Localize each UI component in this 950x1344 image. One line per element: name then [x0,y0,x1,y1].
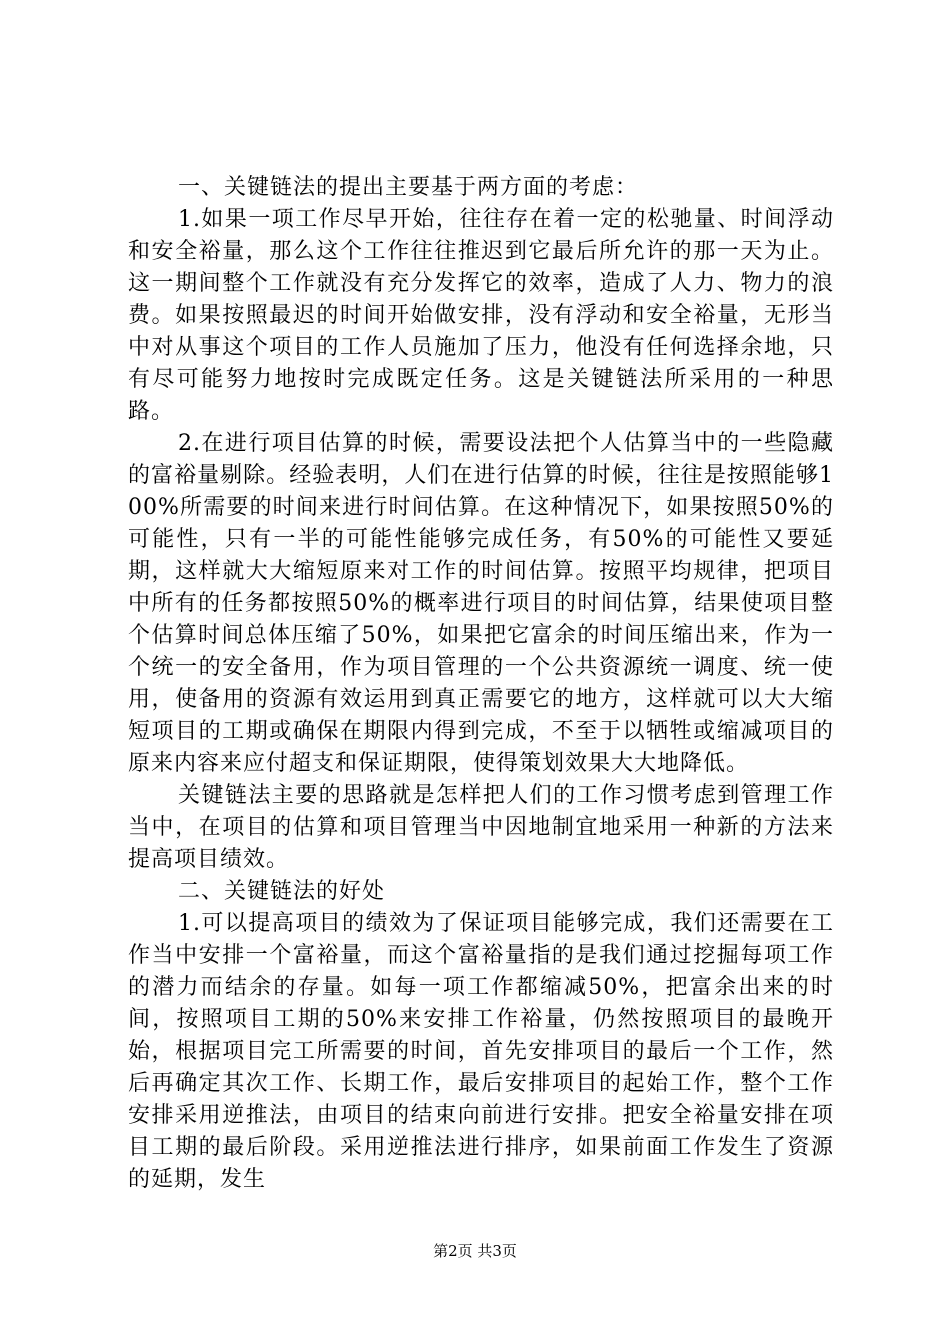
document-body [128,172,834,1196]
paragraph: 关键链法主要的思路就是怎样把人们的工作习惯考虑到管理工作当中，在项目的估算和项目管理当中因地制宜地采用一种新的方法来提高项目绩效。 [128,783,834,872]
paragraph: 1.如果一项工作尽早开始，往往存在着一定的松驰量、时间浮动和安全裕量，那么这个工作往往推迟到它最后所允许的那一天为止。这一期间整个工作就没有充分发挥它的效率，造成了人力、物力的浪费。如果按照最迟的时间开始做安排，没有浮动和安全裕量，无形当中对从事这个项目的工作人员施加了压力，他没有任何选择余地，只有尽可能努力地按时完成既定任务。这是关键链法所采用的一种思路。 [128,207,834,424]
paragraph: 1.可以提高项目的绩效为了保证项目能够完成，我们还需要在工作当中安排一个富裕量，而这个富裕量指的是我们通过挖掘每项工作的潜力而结余的存量。如每一项工作都缩减50%，把富余出来的时间，按照项目工期的50%来安排工作裕量，仍然按照项目的最晚开始，根据项目完工所需要的时间，首先安排项目的最后一个工作，然后再确定其次工作、长期工作，最后安排项目的起始工作，整个工作安排采用逆推法，由项目的结束向前进行安排。把安全裕量安排在项目工期的最后阶段。采用逆推法进行排序，如果前面工作发生了资源的延期，发生 [128,911,834,1192]
paragraph: 2.在进行项目估算的时候，需要设法把个人估算当中的一些隐藏的富裕量剔除。经验表明，人们在进行估算的时候，往往是按照能够100%所需要的时间来进行时间估算。在这种情况下，如果按照50%的可能性，只有一半的可能性能够完成任务，有50%的可能性又要延期，这样就大大缩短原来对工作的时间估算。按照平均规律，把项目中所有的任务都按照50%的概率进行项目的时间估算，结果使项目整个估算时间总体压缩了50%，如果把它富余的时间压缩出来，作为一个统一的安全备用，作为项目管理的一个公共资源统一调度、统一使用，使备用的资源有效运用到真正需要它的地方，这样就可以大大缩短项目的工期或确保在期限内得到完成，不至于以牺牲或缩减项目的原来内容来应付超支和保证期限，使得策划效果大大地降低。 [128,431,834,776]
section-heading-1: 一、关键链法的提出主要基于两方面的考虑： [178,175,639,200]
page-footer: 第2页 共3页 [433,1242,517,1260]
section-heading-2: 二、关键链法的好处 [178,879,386,904]
